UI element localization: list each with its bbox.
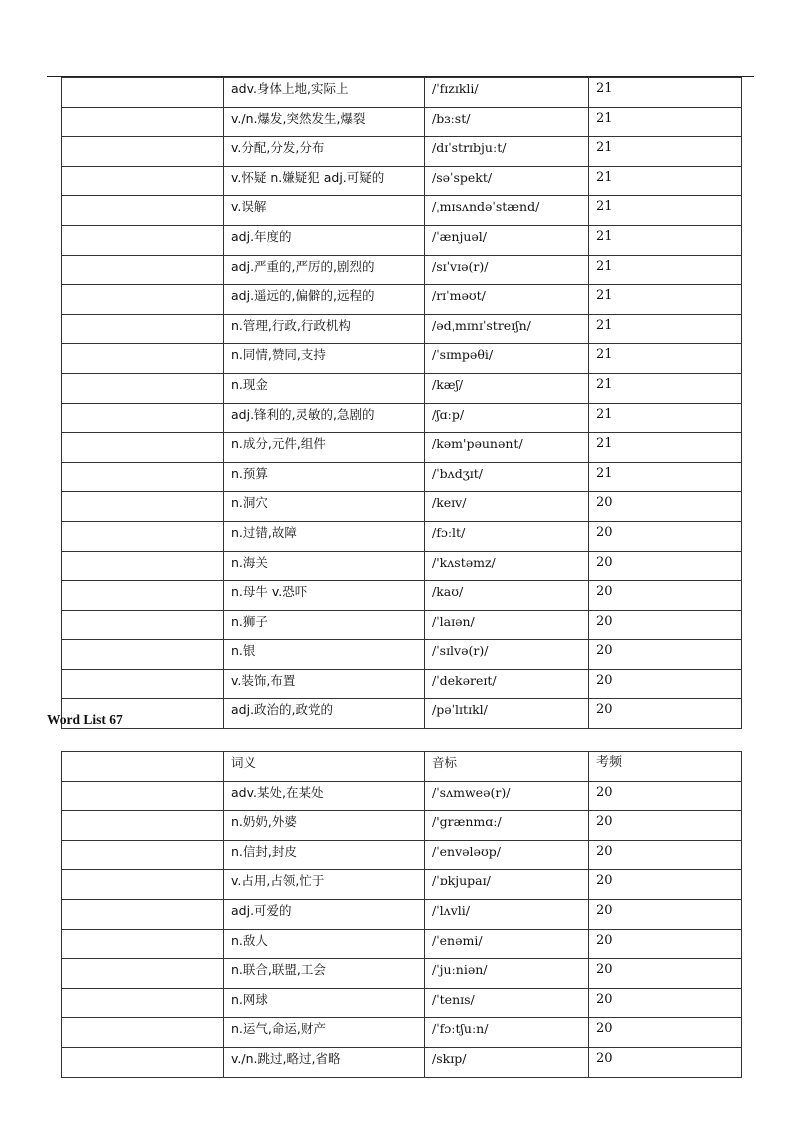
cell-definition: n.网球 [224,988,425,1018]
cell-frequency: 21 [589,255,742,285]
cell-word [62,107,224,137]
cell-phonetic: /bɜːst/ [425,107,589,137]
cell-word [62,403,224,433]
cell-frequency: 20 [589,669,742,699]
cell-word [62,581,224,611]
table-row [62,107,742,137]
table-row [62,959,742,989]
cell-word [62,492,224,522]
cell-phonetic: /keɪv/ [425,492,589,522]
cell-definition: adv.某处,在某处 [224,781,425,811]
cell-definition: n.狮子 [224,610,425,640]
cell-word [62,462,224,492]
table-row [62,1047,742,1077]
cell-definition: adj.可爱的 [224,899,425,929]
cell-definition: adj.锋利的,灵敏的,急剧的 [224,403,425,433]
table-row [62,314,742,344]
cell-phonetic: /kæʃ/ [425,373,589,403]
table-row [62,899,742,929]
cell-frequency: 20 [589,929,742,959]
cell-frequency: 21 [589,344,742,374]
cell-definition: n.母牛 v.恐吓 [224,581,425,611]
cell-frequency: 21 [589,166,742,196]
table-row [62,781,742,811]
cell-frequency: 20 [589,870,742,900]
cell-word [62,959,224,989]
table-row [62,521,742,551]
vocabulary-table-continued [61,77,742,729]
table-row [62,285,742,315]
table-row [62,433,742,463]
cell-phonetic: /ˈjuːniən/ [425,959,589,989]
header-phonetic: 音标 [425,752,589,782]
cell-definition: adj.年度的 [224,225,425,255]
cell-word [62,344,224,374]
cell-word [62,433,224,463]
cell-phonetic: /ˈlʌvli/ [425,899,589,929]
cell-frequency: 20 [589,781,742,811]
table-row [62,462,742,492]
cell-frequency: 21 [589,107,742,137]
cell-frequency: 20 [589,988,742,1018]
cell-phonetic: /kəm'pəunənt/ [425,433,589,463]
cell-definition: v.装饰,布置 [224,669,425,699]
table-row [62,196,742,226]
header-word [62,752,224,782]
cell-word [62,811,224,841]
cell-phonetic: /ˈɒkjupaɪ/ [425,870,589,900]
cell-phonetic: /dɪˈstrɪbjuːt/ [425,137,589,167]
table-header-row [62,752,742,782]
table-row [62,78,742,108]
cell-definition: n.运气,命运,财产 [224,1018,425,1048]
table-row [62,225,742,255]
cell-phonetic: /ˈsɪlvə(r)/ [425,640,589,670]
cell-phonetic: /ˈfɔːtʃuːn/ [425,1018,589,1048]
table-row [62,669,742,699]
cell-frequency: 21 [589,196,742,226]
cell-definition: n.敌人 [224,929,425,959]
cell-phonetic: /ˈenəmi/ [425,929,589,959]
cell-phonetic: /ˈenvələʊp/ [425,840,589,870]
cell-word [62,551,224,581]
cell-definition: adj.遥远的,偏僻的,远程的 [224,285,425,315]
cell-frequency: 21 [589,373,742,403]
table-row [62,1018,742,1048]
cell-frequency: 21 [589,137,742,167]
cell-word [62,610,224,640]
cell-frequency: 21 [589,225,742,255]
cell-word [62,988,224,1018]
cell-phonetic: /ədˌmɪnɪˈstreɪʃn/ [425,314,589,344]
cell-frequency: 20 [589,521,742,551]
cell-frequency: 21 [589,462,742,492]
cell-word [62,1018,224,1048]
cell-phonetic: /'grænmɑː/ [425,811,589,841]
table-row [62,551,742,581]
cell-phonetic: /ˈænjuəl/ [425,225,589,255]
cell-frequency: 20 [589,492,742,522]
vocabulary-table-body [62,78,742,729]
cell-word [62,640,224,670]
cell-word [62,929,224,959]
cell-word [62,1047,224,1077]
cell-word [62,840,224,870]
cell-word [62,137,224,167]
table-row [62,137,742,167]
cell-phonetic: /fɔːlt/ [425,521,589,551]
cell-word [62,373,224,403]
cell-phonetic: /ˈfɪzɪkli/ [425,78,589,108]
cell-phonetic: /ˈlaɪən/ [425,610,589,640]
cell-definition: v.怀疑 n.嫌疑犯 adj.可疑的 [224,166,425,196]
cell-word [62,78,224,108]
table-row [62,929,742,959]
cell-definition: n.预算 [224,462,425,492]
cell-word [62,521,224,551]
header-frequency: 考频 [589,752,742,782]
cell-frequency: 21 [589,314,742,344]
cell-word [62,870,224,900]
cell-word [62,196,224,226]
cell-word [62,255,224,285]
table-row [62,640,742,670]
table-row [62,699,742,729]
word-list-heading: Word List 67 [47,712,123,727]
cell-phonetic: /rɪˈməʊt/ [425,285,589,315]
cell-definition: n.同情,赞同,支持 [224,344,425,374]
cell-frequency: 21 [589,285,742,315]
cell-frequency: 20 [589,581,742,611]
cell-phonetic: /ˈsɪmpəθi/ [425,344,589,374]
cell-frequency: 20 [589,899,742,929]
cell-word [62,225,224,255]
table-row [62,610,742,640]
cell-definition: v.分配,分发,分布 [224,137,425,167]
cell-frequency: 20 [589,640,742,670]
cell-phonetic: /'kʌstəmz/ [425,551,589,581]
cell-definition: adj.政治的,政党的 [224,699,425,729]
vocabulary-table-body [62,752,742,1078]
vocabulary-table-word-list-67 [61,751,742,1078]
cell-word [62,285,224,315]
cell-frequency: 20 [589,699,742,729]
header-definition: 词义 [224,752,425,782]
table-row [62,255,742,285]
cell-frequency: 21 [589,78,742,108]
cell-definition: n.过错,故障 [224,521,425,551]
cell-frequency: 20 [589,1018,742,1048]
cell-definition: v.占用,占领,忙于 [224,870,425,900]
cell-definition: n.洞穴 [224,492,425,522]
table-row [62,492,742,522]
cell-frequency: 20 [589,959,742,989]
cell-phonetic: /ˈtenɪs/ [425,988,589,1018]
cell-phonetic: /ˈbʌdʒɪt/ [425,462,589,492]
cell-definition: adj.严重的,严厉的,剧烈的 [224,255,425,285]
cell-frequency: 21 [589,433,742,463]
cell-phonetic: /ˌmɪsʌndəˈstænd/ [425,196,589,226]
cell-word [62,781,224,811]
table-row [62,811,742,841]
cell-definition: v./n.跳过,略过,省略 [224,1047,425,1077]
cell-frequency: 21 [589,403,742,433]
cell-phonetic: /skɪp/ [425,1047,589,1077]
cell-definition: n.银 [224,640,425,670]
table-row [62,581,742,611]
cell-phonetic: /ˈsʌmweə(r)/ [425,781,589,811]
table-row [62,840,742,870]
cell-frequency: 20 [589,811,742,841]
cell-phonetic: /pəˈlɪtɪkl/ [425,699,589,729]
table-row [62,166,742,196]
cell-word [62,669,224,699]
cell-frequency: 20 [589,840,742,870]
cell-definition: n.联合,联盟,工会 [224,959,425,989]
cell-word [62,166,224,196]
cell-word [62,314,224,344]
table-row [62,988,742,1018]
table-row [62,373,742,403]
cell-word [62,899,224,929]
cell-definition: n.海关 [224,551,425,581]
cell-definition: v./n.爆发,突然发生,爆裂 [224,107,425,137]
table-row [62,344,742,374]
cell-frequency: 20 [589,1047,742,1077]
cell-phonetic: /ˈdekəreɪt/ [425,669,589,699]
cell-definition: n.成分,元件,组件 [224,433,425,463]
cell-phonetic: /sɪˈvɪə(r)/ [425,255,589,285]
cell-definition: n.奶奶,外婆 [224,811,425,841]
table-row [62,870,742,900]
cell-phonetic: /ʃɑːp/ [425,403,589,433]
cell-phonetic: /kaʊ/ [425,581,589,611]
cell-frequency: 20 [589,551,742,581]
cell-definition: v.误解 [224,196,425,226]
cell-definition: n.现金 [224,373,425,403]
cell-definition: adv.身体上地,实际上 [224,78,425,108]
table-row [62,403,742,433]
cell-definition: n.信封,封皮 [224,840,425,870]
cell-frequency: 20 [589,610,742,640]
cell-phonetic: /səˈspekt/ [425,166,589,196]
cell-definition: n.管理,行政,行政机构 [224,314,425,344]
